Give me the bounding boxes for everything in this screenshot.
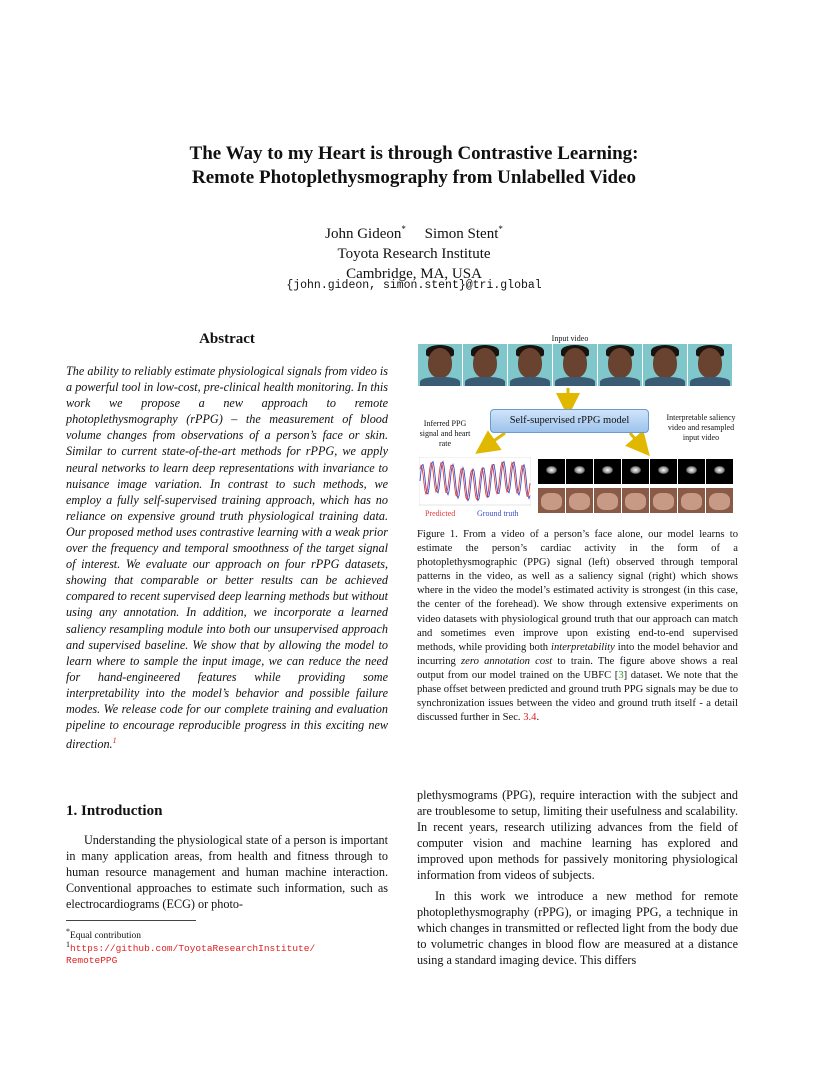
caption-emph: zero annotation cost <box>461 655 553 667</box>
column-2-text <box>417 787 738 968</box>
ppg-label: Inferred PPG signal and heart rate <box>419 419 471 448</box>
introduction-heading: 1. Introduction <box>66 803 163 819</box>
resampled-frame <box>538 488 565 513</box>
footnote-equal-text: Equal contribution <box>70 931 141 942</box>
title-line-1: The Way to my Heart is through Contrastive Learning: <box>189 143 639 164</box>
ppg-plot <box>419 457 531 513</box>
footnote-rule <box>66 920 196 921</box>
saliency-frame <box>706 459 733 484</box>
footnote-link <box>66 939 388 967</box>
resampled-frame <box>650 488 677 513</box>
paper-title <box>0 142 828 190</box>
video-frame <box>418 344 462 386</box>
footnote-ref[interactable]: 1 <box>112 736 117 746</box>
video-frame <box>463 344 507 386</box>
resampled-frame <box>566 488 593 513</box>
input-video-label: Input video <box>551 334 589 343</box>
right-arrow <box>630 433 642 447</box>
footnote-link-mark: 1 <box>66 940 70 949</box>
abstract-body <box>66 363 388 752</box>
equal-mark: * <box>498 224 503 234</box>
author-names <box>0 219 828 244</box>
intro-paragraph-2: In this work we introduce a new method for remote photoplethysmography (rPPG), or imaging PPG, a technique in which changes in transmitted or reflected light from the body due to volumetric changes in blood flow are measured at a distance using a standard imaging device. This differs <box>417 888 738 967</box>
resampled-frame <box>678 488 705 513</box>
author-1: John Gideon <box>325 226 402 242</box>
footnote-equal-mark: * <box>66 927 70 936</box>
caption-text: ] dataset. We note that the phase offset between predicted and ground truth PPG signals may be due to synchronization issues between the video and ground truth itself - a detail discussed further in Sec. <box>417 669 739 724</box>
legend-ground-truth: Ground truth <box>477 509 519 518</box>
figure-caption <box>417 528 738 725</box>
author-2: Simon Stent <box>424 226 499 242</box>
saliency-label: Interpretable saliency video and resampled input video <box>666 413 736 442</box>
video-frame <box>643 344 687 386</box>
author-email: {john.gideon, simon.stent}@tri.global <box>286 279 542 292</box>
citation-link[interactable]: 3 <box>618 669 624 681</box>
abstract-text: The ability to reliably estimate physiological signals from video is a powerful tool in low-cost, pre-clinical health monitoring. In this work we propose a new approach to remote photoplethysmography (rPPG) – the measurement of blood volume changes from observations of a person’s face or skin. Similar to current state-of-the-art methods for rPPG, we apply neural networks to learn deep representations with invariance to nuisance image variation. In contrast to such methods, we employ a fully self-supervised training approach, which has no reliance on expensive ground truth physiological training data. Our proposed method uses contrastive learning with a weak prior over the frequency and temporal smoothness of the target signal of interest. We evaluate our approach on four rPPG datasets, showing that comparable or better results can be achieved compared to recent supervised deep learning methods but without using any annotation. In addition, we incorporate a learned saliency resampling module into both our unsupervised approach and supervised baseline. We show that by allowing the model to learn where to sample the input image, we can reduce the need for hand-engineered features while providing some interpretability into the model’s behavior and possible failure modes. We release code for our complete training and evaluation pipeline to encourage reproducible progress in this exciting new direction. <box>66 364 388 752</box>
intro-continued: plethysmograms (PPG), require interaction with the subject and are troublesome to setup, limiting their usefulness and scalability. In recent years, research utilizing advances from the field of computer vision and machine learning has explored and improved upon methods for passively monitoring physiological information from videos of subjects. <box>417 788 738 883</box>
saliency-frame <box>566 459 593 484</box>
video-frame <box>508 344 552 386</box>
saliency-frame <box>678 459 705 484</box>
resampled-frame <box>706 488 733 513</box>
resampled-frame <box>594 488 621 513</box>
caption-text: into the model behavior and incurring <box>417 641 738 667</box>
saliency-frame <box>538 459 565 484</box>
saliency-frame <box>622 459 649 484</box>
introduction-paragraph: Understanding the physiological state of a person is important in many application areas, from health and fitness through to human resource management and human machine interaction. Conventional approaches to estimate such information, such as electrocardiograms (ECG) or photo- <box>66 833 388 912</box>
repo-link[interactable]: https://github.com/ToyotaResearchInstitute/ <box>70 943 316 955</box>
title-line-2: Remote Photoplethysmography from Unlabelled Video <box>191 167 637 188</box>
section-link[interactable]: 3.4 <box>523 712 537 724</box>
equal-mark: * <box>401 224 406 234</box>
affiliation: Toyota Research Institute <box>337 246 491 262</box>
video-frame <box>688 344 732 386</box>
saliency-frame <box>650 459 677 484</box>
left-arrow <box>485 433 505 447</box>
saliency-frame <box>594 459 621 484</box>
caption-emph: interpretability <box>551 641 615 653</box>
resampled-frame <box>622 488 649 513</box>
caption-text: to train. The figure above shows a real output from our model trained on the UBFC [ <box>417 655 738 681</box>
model-box: Self-supervised rPPG model <box>490 409 649 433</box>
caption-text: . <box>536 712 540 724</box>
abstract-heading: Abstract <box>199 331 255 347</box>
location: Cambridge, MA, USA <box>346 266 482 282</box>
repo-link-cont[interactable]: RemotePPG <box>66 955 118 967</box>
legend-predicted: Predicted <box>425 509 456 518</box>
caption-text: Figure 1. From a video of a person’s face alone, our model learns to estimate the person’s cardiac activity in the form of a photoplethysmographic (PPG) signal (left) observed through temporal patterns in the video, as well as a saliency signal (right) which shows where in the video the model’s estimated activity is strongest (in this case, the center of the forehead). We show through extensive experiments on video datasets with physiological ground truth that our approach can match and sometimes even improve upon existing end-to-end supervised methods, while providing both <box>417 529 738 653</box>
video-frame <box>598 344 642 386</box>
video-frame <box>553 344 597 386</box>
author-block <box>0 219 828 284</box>
